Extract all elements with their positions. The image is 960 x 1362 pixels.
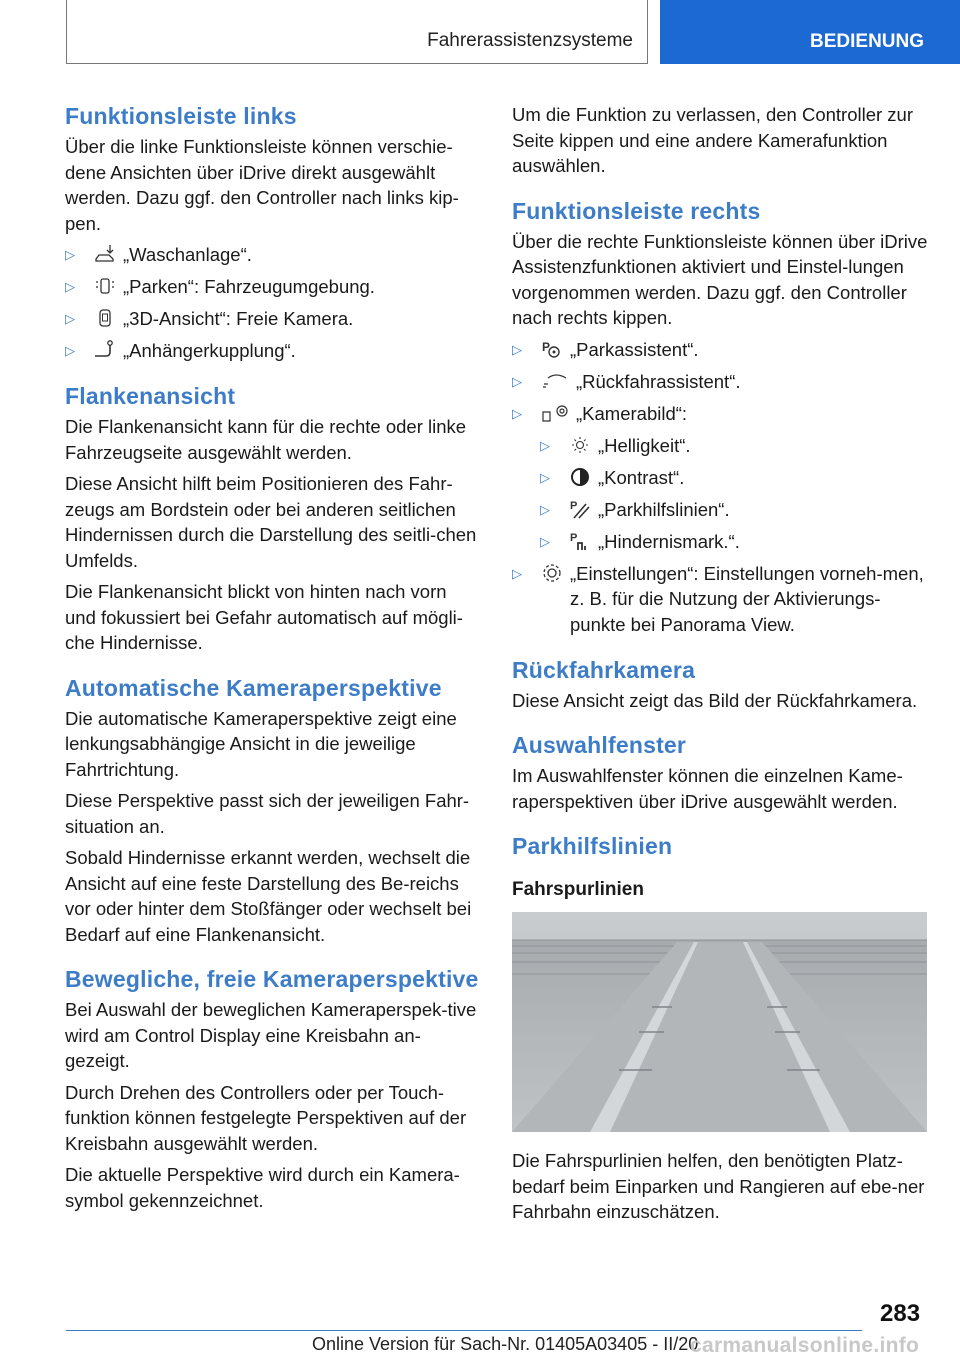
list-item-text: „Waschanlage“. [123,244,252,265]
paragraph: Diese Perspektive passt sich der jeweiligen Fahr-situation an. [65,790,470,837]
subheading-fahrspurlinien: Fahrspurlinien [512,879,644,900]
bullet-triangle-icon: ▷ [512,565,522,581]
list-item-text: „Einstellungen“: Einstellungen vorneh-men, z. B. für die Nutzung der Aktivierungs-punkte bei Panorama View. [570,562,924,635]
heading-rueckfahrkamera: Rückfahrkamera [512,656,696,683]
list-item [540,433,930,459]
page-number: 283 [880,1300,921,1327]
list-item [512,401,930,427]
brightness-icon [568,434,592,456]
left-column [65,102,480,1219]
paragraph: Die Flankenansicht blickt von hinten nach vorn und fokussiert bei Gefahr automatisch auf mögli-che Hindernisse. [65,581,463,653]
header-section [66,0,648,64]
bullet-triangle-icon: ▷ [65,279,75,294]
paragraph: Über die rechte Funktionsleiste können über iDrive Assistenzfunktionen aktiviert und Einstel-lungen vorgenommen werden. Dazu ggf. den Controller nach rechts kippen. [512,230,928,328]
list-item [512,369,930,395]
car-wash-icon [93,243,117,265]
section-title: Fahrerassistenzsysteme [427,30,633,51]
parking-surroundings-icon [93,275,117,297]
contrast-icon [568,466,592,488]
list-item-text: „Parken“: Fahrzeugumgebung. [123,276,375,297]
paragraph: Die aktuelle Perspektive wird durch ein Kamera-symbol gekennzeichnet. [65,1164,460,1211]
heading-funktionsleiste-rechts: Funktionsleiste rechts [512,197,761,224]
heading-parkhilfslinien: Parkhilfslinien [512,833,673,859]
header-chapter [660,0,960,64]
list-item [540,529,930,555]
left-function-list [65,242,480,364]
footer-text: Online Version für Sach-Nr. 01405A03405 - II/20 [312,1334,699,1354]
paragraph: Die Fahrspurlinien helfen, den benötigten Platz-bedarf beim Einparken und Rangieren auf ebe-ner Fahrbahn einzuschätzen. [512,1150,925,1222]
watermark: carmanualsonline.info [690,1334,920,1357]
list-item [65,274,480,300]
3d-view-icon [93,307,117,329]
reversing-assistant-icon [540,370,572,392]
list-item-text: „Anhängerkupplung“. [123,340,296,361]
list-item-text: „Hindernismark.“. [598,530,740,552]
list-item [512,561,930,638]
list-item-text: „Rückfahrassistent“. [576,370,741,392]
bullet-triangle-icon: ▷ [540,469,550,485]
park-assistant-icon [540,338,564,360]
list-item-text: „Kamerabild“: [576,402,688,424]
list-item [65,306,480,332]
paragraph: Sobald Hindernisse erkannt werden, wechselt die Ansicht auf eine feste Darstellung des Be-reichs vor oder hinter dem Stoßfänger oder wechselt bei Bedarf auf eine Flankenansicht. [65,847,472,945]
list-item-text: „Parkassistent“. [570,338,699,360]
list-item [65,338,480,364]
bullet-triangle-icon: ▷ [65,311,75,326]
paragraph: Die Flankenansicht kann für die rechte oder linke Fahrzeugseite ausgewählt werden. [65,416,467,463]
obstacle-marking-icon [568,530,592,552]
svg-text:P: P [570,499,578,512]
list-item-text: „Parkhilfslinien“. [598,498,730,520]
footer-divider [66,1330,862,1331]
settings-list [512,561,930,638]
heading-auswahlfenster: Auswahlfenster [512,732,687,758]
bullet-triangle-icon: ▷ [65,343,75,358]
paragraph: Diese Ansicht zeigt das Bild der Rückfahrkamera. [512,689,918,711]
paragraph: Diese Ansicht hilft beim Positionieren des Fahr-zeugs am Bordstein oder bei anderen seitlichen Hindernissen durch die Darstellung des seitli-chen Umfelds. [65,473,477,571]
camera-image-submenu [540,433,930,555]
trailer-hitch-icon [93,339,117,361]
parking-lines-icon [568,498,592,520]
bullet-triangle-icon: ▷ [540,533,550,549]
bullet-triangle-icon: ▷ [512,341,522,357]
list-item-text: „Kontrast“. [598,466,685,488]
paragraph: Bei Auswahl der beweglichen Kameraperspek-tive wird am Control Display eine Kreisbahn an-gezeigt. [65,999,477,1071]
paragraph: Über die linke Funktionsleiste können verschie-dene Ansichten über iDrive direkt ausgewählt werden. Dazu ggf. den Controller nach links kip-pen. [65,136,459,234]
chapter-title: BEDIENUNG [810,31,925,52]
bullet-triangle-icon: ▷ [540,437,550,453]
list-item-text: „3D-Ansicht“: Freie Kamera. [123,308,354,329]
settings-icon [540,562,564,584]
svg-text:P: P [570,531,578,544]
svg-text:P: P [542,339,551,354]
paragraph: Durch Drehen des Controllers oder per Touch-funktion können festgelegte Perspektiven auf der Kreisbahn ausgewählt werden. [65,1081,467,1154]
bullet-triangle-icon: ▷ [65,247,75,262]
bullet-triangle-icon: ▷ [512,373,522,389]
heading-funktionsleiste-links: Funktionsleiste links [65,103,297,129]
heading-automatische-kameraperspektive: Automatische Kameraperspektive [65,674,442,701]
list-item [512,337,930,363]
paragraph: Die automatische Kameraperspektive zeigt eine lenkungsabhängige Ansicht in die jeweilige Fahrtrichtung. [65,707,457,780]
heading-flankenansicht: Flankenansicht [65,383,236,409]
camera-image-icon [540,402,572,424]
paragraph: Im Auswahlfenster können die einzelnen Kame-raperspektiven über iDrive ausgewählt werden. [512,765,903,812]
right-function-list [512,337,930,427]
bullet-triangle-icon: ▷ [512,405,522,421]
heading-bewegliche-kameraperspektive: Bewegliche, freie Kameraperspektive [65,966,479,992]
bullet-triangle-icon: ▷ [540,501,550,517]
list-item [65,242,480,268]
list-item [540,497,930,523]
paragraph: Um die Funktion zu verlassen, den Controller zur Seite kippen und eine andere Kamerafunktion auswählen. [512,104,914,176]
list-item-text: „Helligkeit“. [598,434,691,456]
right-column [512,102,930,1231]
list-item [540,465,930,491]
lane-lines-illustration [512,912,927,1132]
